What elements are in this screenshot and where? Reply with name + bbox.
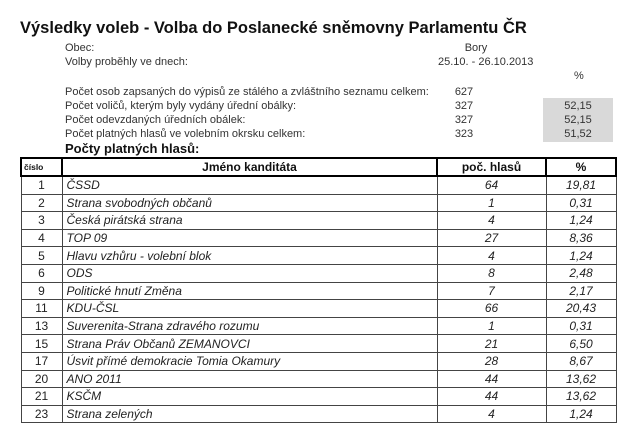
info-row-value: 323 bbox=[454, 128, 474, 140]
info-row-label: Počet voličů, kterým byly vydány úřední obálky: bbox=[65, 100, 297, 112]
obec-value: Bory bbox=[464, 42, 488, 54]
vote-percent: 0,31 bbox=[546, 317, 616, 335]
party-number: 23 bbox=[21, 405, 62, 423]
vote-count: 8 bbox=[437, 264, 546, 282]
vote-percent: 8,36 bbox=[546, 229, 616, 247]
vote-count: 4 bbox=[437, 405, 546, 423]
party-name: ČSSD bbox=[62, 176, 437, 194]
column-header-name: Jméno kanditáta bbox=[62, 158, 437, 176]
vote-percent: 2,17 bbox=[546, 282, 616, 300]
vote-percent: 1,24 bbox=[546, 212, 616, 230]
table-header-row bbox=[21, 158, 616, 176]
table-row bbox=[21, 229, 616, 247]
dates-label: Volby proběhly ve dnech: bbox=[65, 56, 188, 68]
vote-percent: 1,24 bbox=[546, 247, 616, 265]
party-name: Strana Práv Občanů ZEMANOVCI bbox=[62, 335, 437, 353]
party-number: 11 bbox=[21, 300, 62, 318]
info-row-label: Počet odevzdaných úředních obálek: bbox=[65, 114, 246, 126]
table-row bbox=[21, 335, 616, 353]
party-name: Strana svobodných občanů bbox=[62, 194, 437, 212]
info-row-value: 327 bbox=[454, 114, 474, 126]
party-number: 2 bbox=[21, 194, 62, 212]
vote-percent: 13,62 bbox=[546, 370, 616, 388]
vote-count: 64 bbox=[437, 176, 546, 194]
table-row bbox=[21, 212, 616, 230]
party-name: KSČM bbox=[62, 388, 437, 406]
party-number: 20 bbox=[21, 370, 62, 388]
table-row bbox=[21, 194, 616, 212]
table-row bbox=[21, 247, 616, 265]
vote-percent: 19,81 bbox=[546, 176, 616, 194]
table-row bbox=[21, 317, 616, 335]
info-percent-header: % bbox=[574, 70, 584, 82]
info-row-label: Počet platných hlasů ve volebním okrsku celkem: bbox=[65, 128, 306, 140]
column-header-number: číslo bbox=[21, 158, 62, 176]
vote-percent: 8,67 bbox=[546, 352, 616, 370]
vote-percent: 0,31 bbox=[546, 194, 616, 212]
party-number: 6 bbox=[21, 264, 62, 282]
party-name: TOP 09 bbox=[62, 229, 437, 247]
party-number: 21 bbox=[21, 388, 62, 406]
party-name: Úsvit přímé demokracie Tomia Okamury bbox=[62, 352, 437, 370]
party-number: 9 bbox=[21, 282, 62, 300]
party-name: ODS bbox=[62, 264, 437, 282]
info-row-pct: 51,52 bbox=[564, 128, 592, 140]
party-number: 3 bbox=[21, 212, 62, 230]
vote-count: 27 bbox=[437, 229, 546, 247]
party-name: ANO 2011 bbox=[62, 370, 437, 388]
party-name: Strana zelených bbox=[62, 405, 437, 423]
table-row bbox=[21, 352, 616, 370]
vote-percent: 13,62 bbox=[546, 388, 616, 406]
vote-count: 1 bbox=[437, 194, 546, 212]
obec-label: Obec: bbox=[65, 42, 95, 54]
info-row-pct: 52,15 bbox=[564, 114, 592, 126]
party-name: Hlavu vzhůru - volební blok bbox=[62, 247, 437, 265]
vote-count: 1 bbox=[437, 317, 546, 335]
vote-count: 7 bbox=[437, 282, 546, 300]
table-row bbox=[21, 370, 616, 388]
column-header-percent: % bbox=[546, 158, 616, 176]
party-name: Suverenita-Strana zdravého rozumu bbox=[62, 317, 437, 335]
vote-percent: 6,50 bbox=[546, 335, 616, 353]
party-number: 5 bbox=[21, 247, 62, 265]
party-name: Politické hnutí Změna bbox=[62, 282, 437, 300]
results-table bbox=[20, 157, 617, 423]
table-row bbox=[21, 264, 616, 282]
vote-percent: 1,24 bbox=[546, 405, 616, 423]
info-row-pct: 52,15 bbox=[564, 100, 592, 112]
table-row bbox=[21, 176, 616, 194]
info-row-label: Počet osob zapsaných do výpisů ze stálého a zvláštního seznamu celkem: bbox=[65, 86, 429, 98]
page-title: Výsledky voleb - Volba do Poslanecké sněmovny Parlamentu ČR bbox=[20, 19, 527, 37]
vote-count: 44 bbox=[437, 388, 546, 406]
vote-count: 4 bbox=[437, 247, 546, 265]
vote-percent: 2,48 bbox=[546, 264, 616, 282]
table-row bbox=[21, 300, 616, 318]
vote-percent: 20,43 bbox=[546, 300, 616, 318]
party-name: Česká pirátská strana bbox=[62, 212, 437, 230]
info-row-value: 627 bbox=[454, 86, 474, 98]
party-name: KDU-ČSL bbox=[62, 300, 437, 318]
party-number: 13 bbox=[21, 317, 62, 335]
table-row bbox=[21, 405, 616, 423]
dates-value: 25.10. - 26.10.2013 bbox=[438, 56, 534, 68]
info-row-value: 327 bbox=[454, 100, 474, 112]
party-number: 15 bbox=[21, 335, 62, 353]
vote-count: 21 bbox=[437, 335, 546, 353]
table-row bbox=[21, 282, 616, 300]
party-number: 17 bbox=[21, 352, 62, 370]
table-row bbox=[21, 388, 616, 406]
column-header-votes: poč. hlasů bbox=[437, 158, 546, 176]
party-number: 1 bbox=[21, 176, 62, 194]
vote-count: 28 bbox=[437, 352, 546, 370]
results-heading: Počty platných hlasů: bbox=[65, 141, 200, 156]
vote-count: 4 bbox=[437, 212, 546, 230]
vote-count: 66 bbox=[437, 300, 546, 318]
party-number: 4 bbox=[21, 229, 62, 247]
vote-count: 44 bbox=[437, 370, 546, 388]
